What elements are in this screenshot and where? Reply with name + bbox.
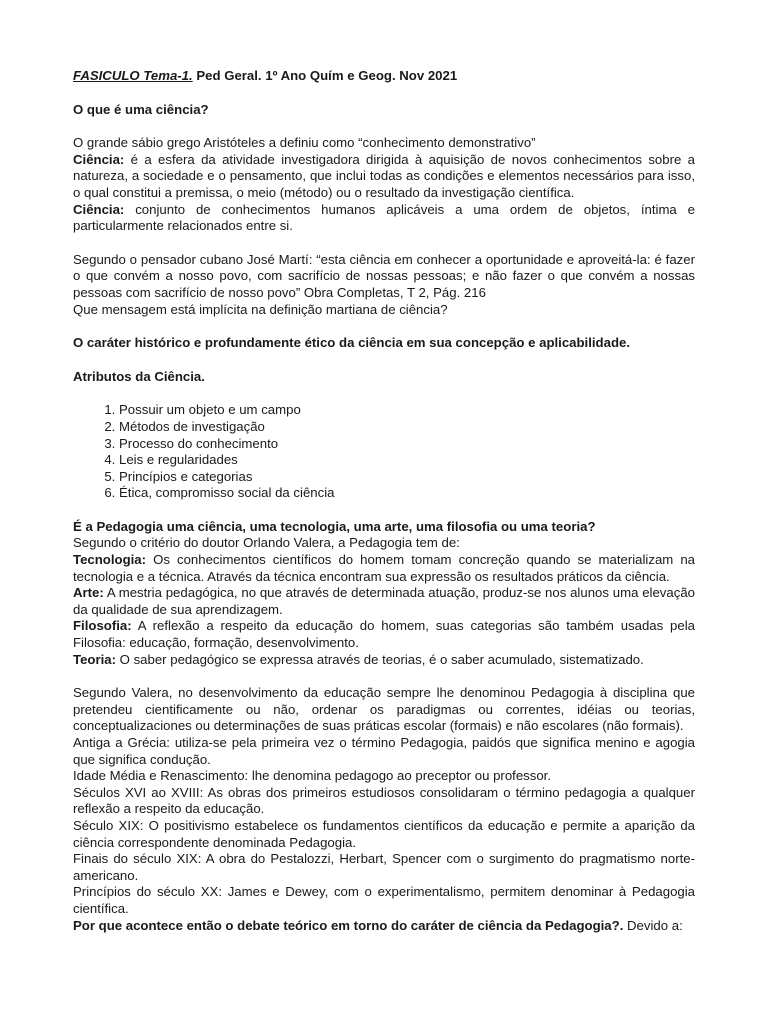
list-item: 2. Métodos de investigação (119, 419, 695, 436)
definition-teoria (73, 652, 695, 669)
definition-text: O saber pedagógico se expressa através de teorias, é o saber acumulado, sistematizado. (116, 651, 644, 667)
list-item: 3. Processo do conhecimento (119, 436, 695, 453)
definition-text: A mestria pedagógica, no que através de determinada atuação, produz-se nos alunos uma elevação da qualidade de sua aprendizagem. (73, 585, 695, 617)
definition-text: Os conhecimentos científicos do homem tomam concreção quando se materializam na tecnologia e a técnica. Através da técnica encontram sua expressão os resultados práticos da ciência. (73, 552, 695, 584)
definition-ciencia-2 (73, 202, 695, 235)
history-paragraph: Princípios do século XX: James e Dewey, com o experimentalismo, permitem denominar à Pedagogia científica. (73, 884, 695, 916)
marti-quote-paragraph: Segundo o pensador cubano José Martí: “esta ciência em conhecer a oportunidade e aproveitá-la: é fazer o que convém a nosso povo, com sacrifício de nossas pessoas; e não fazer o que convém a nossas pessoas com sacrifício de nosso povo” Obra Completas, T 2, Pág. 216 (73, 251, 695, 300)
valera-intro: Segundo o critério do doutor Orlando Valera, a Pedagogia tem de: (73, 535, 460, 551)
fasciculo-title: FASICULO Tema-1. (73, 68, 193, 83)
definition-term: Ciência: (73, 201, 125, 217)
marti-answer: O caráter histórico e profundamente ético da ciência em sua concepção e aplicabilidade. (73, 335, 630, 351)
list-item: 1. Possuir um objeto e um campo (119, 402, 695, 419)
definition-arte (73, 585, 695, 618)
definition-term: Filosofia: (73, 618, 132, 634)
header-course-info: Ped Geral. 1º Ano Quím e Geog. Nov 2021 (192, 68, 458, 83)
question-pedagogia: É a Pedagogia uma ciência, uma tecnologia, uma arte, uma filosofia ou uma teoria? (73, 518, 596, 534)
definition-term: Tecnologia: (73, 552, 147, 568)
history-paragraph: Século XIX: O positivismo estabelece os fundamentos científicos da educação e permite a aparição da ciência correspondente denominada Pedagogia. (73, 817, 695, 850)
valera-development-paragraph: Segundo Valera, no desenvolvimento da educação sempre lhe denominou Pedagogia à disciplina que pretendeu cientificamente ou não, ordenar os paradigmas ou correntes, idéias ou teorias, conceptualizaciones ou determinações de suas práticas escolar (formais) e não escolares (não formais). (73, 685, 695, 734)
final-question-bold: Por que acontece então o debate teórico em torno do caráter de ciência da Pedagogia?. (73, 917, 624, 933)
definition-text: conjunto de conhecimentos humanos aplicáveis a uma ordem de objetos, íntima e particularmente relacionados entre si. (73, 201, 695, 234)
marti-question: Que mensagem está implícita na definição martiana de ciência? (73, 301, 448, 317)
list-item: 5. Princípios e categorias (119, 469, 695, 486)
definition-ciencia-1 (73, 152, 695, 202)
document-page (73, 68, 695, 934)
history-paragraph: Idade Média e Renascimento: lhe denomina pedagogo ao preceptor ou professor. (73, 768, 552, 784)
definition-term: Arte: (73, 585, 104, 601)
aristoteles-paragraph: O grande sábio grego Aristóteles a definiu como “conhecimento demonstrativo” (73, 135, 536, 151)
list-item: 6. Ética, compromisso social da ciência (119, 485, 695, 502)
attributes-list (73, 402, 695, 502)
history-paragraph: Finais do século XIX: A obra do Pestalozzi, Herbart, Spencer com o surgimento do pragmatismo norte-americano. (73, 851, 695, 883)
attributes-title: Atributos da Ciência. (73, 368, 205, 384)
definition-text: A reflexão a respeito da educação do homem, suas categorias são também usadas pela Filosofia: educação, formação, desenvolvimento. (73, 618, 695, 651)
final-question-text: Devido a: (623, 917, 683, 933)
history-paragraph: Séculos XVI ao XVIII: As obras dos primeiros estudiosos consolidaram o término pedagogia a qualquer reflexão a respeito da educação. (73, 784, 695, 817)
final-question (73, 918, 695, 935)
definition-tecnologia (73, 552, 695, 585)
definition-text: é a esfera da atividade investigadora dirigida à aquisição de novos conhecimentos sobre a natureza, a sociedade e o pensamento, que inclui todas as condições e elementos necessários para isso, o qual constitui a premissa, o meio (método) ou o resultado da investigação científica. (73, 151, 695, 200)
definition-term: Teoria: (73, 651, 116, 667)
document-header (73, 68, 695, 85)
definition-term: Ciência: (73, 151, 125, 167)
question-what-is-science: O que é uma ciência? (73, 101, 209, 117)
list-item: 4. Leis e regularidades (119, 452, 695, 469)
definition-filosofia (73, 618, 695, 651)
history-paragraph: Antiga a Grécia: utiliza-se pela primeira vez o término Pedagogia, paidós que significa menino e agogia que significa condução. (73, 735, 695, 767)
